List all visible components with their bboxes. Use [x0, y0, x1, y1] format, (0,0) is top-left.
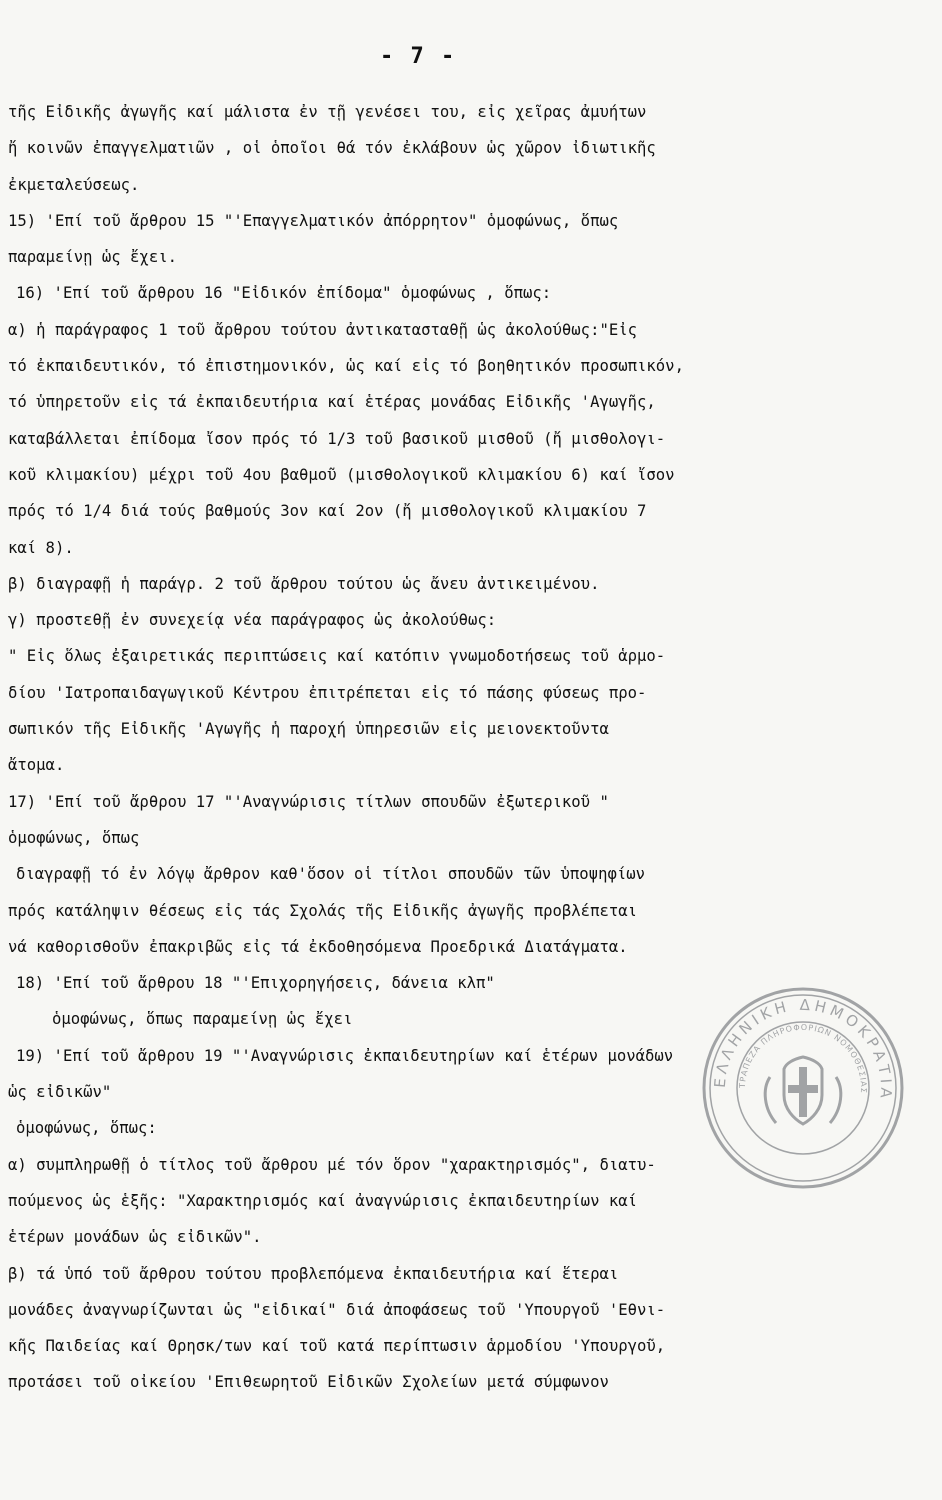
text-line: διαγραφῇ τό ἐν λόγῳ ἄρθρον καθ'ὅσον οἱ τίτλοι σπουδῶν τῶν ὑποψηφίων: [16, 865, 646, 884]
text-line: α) συμπληρωθῇ ὁ τίτλος τοῦ ἄρθρου μέ τόν ὅρον "χαρακτηρισμός", διατυ-: [8, 1155, 656, 1174]
text-line: παραμείνῃ ὡς ἔχει.: [8, 248, 177, 267]
text-line: πρός κατάληψιν θέσεως εἰς τάς Σχολάς τῆς Εἰδικῆς ἀγωγῆς προβλέπεται: [8, 901, 638, 920]
greek-coat-of-arms-icon: [765, 1057, 841, 1124]
document-body: [2, 94, 938, 1401]
text-line: κοῦ κλιμακίου) μέχρι τοῦ 4ου βαθμοῦ (μισθολογικοῦ κλιμακίου 6) καί ἴσον: [8, 465, 675, 484]
text-line: β) διαγραφῇ ἡ παράγρ. 2 τοῦ ἄρθρου τούτου ὡς ἄνευ ἀντικειμένου.: [8, 574, 600, 593]
text-line: κῆς Παιδείας καί Θρησκ/των καί τοῦ κατά περίπτωσιν ἁρμοδίου 'Υπουργοῦ,: [8, 1337, 666, 1356]
text-line: β) τά ὑπό τοῦ ἄρθρου τούτου προβλεπόμενα ἐκπαιδευτήρια καί ἕτεραι: [8, 1264, 619, 1283]
text-line: καταβάλλεται ἐπίδομα ἴσον πρός τό 1/3 τοῦ βασικοῦ μισθοῦ (ἤ μισθολογι-: [8, 429, 666, 448]
page-number: - 7 -: [380, 44, 457, 69]
text-line: νά καθορισθοῦν ἐπακριβῶς εἰς τά ἐκδοθησόμενα Προεδρικά Διατάγματα.: [8, 937, 628, 956]
text-line: τῆς Εἰδικῆς ἀγωγῆς καί μάλιστα ἐν τῇ γενέσει του, εἰς χεῖρας ἀμυήτων: [8, 103, 647, 121]
text-line: ὁμοφώνως, ὅπως:: [16, 1119, 157, 1138]
text-line: 15) 'Επί τοῦ ἄρθρου 15 "'Επαγγελματικόν ἀπόρρητον" ὁμοφώνως, ὅπως: [8, 211, 619, 230]
text-line: πούμενος ὡς ἑξῆς: "Χαρακτηρισμός καί ἀναγνώρισις ἐκπαιδευτηρίων καί: [8, 1191, 638, 1210]
text-line: 18) 'Επί τοῦ ἄρθρου 18 "'Επιχορηγήσεις, δάνεια κλπ": [16, 974, 495, 993]
text-line: ἤ κοινῶν ἐπαγγελματιῶν , οἱ ὁποῖοι θά τόν ἐκλάβουν ὡς χῶρον ἰδιωτικῆς: [8, 139, 656, 158]
text-line: καί 8).: [8, 538, 74, 557]
text-line: μονάδες ἀναγνωρίζωνται ὡς "εἰδικαί" διά ἀποφάσεως τοῦ 'Υπουργοῦ 'Εθνι-: [8, 1300, 666, 1319]
text-line: ἑτέρων μονάδων ὡς εἰδικῶν".: [8, 1228, 262, 1247]
text-line: α) ἡ παράγραφος 1 τοῦ ἄρθρου τούτου ἀντικατασταθῇ ὡς ἀκολούθως:"Εἰς: [8, 320, 638, 339]
text-line: δίου 'Ιατροπαιδαγωγικοῦ Κέντρου ἐπιτρέπεται εἰς τό πάσης φύσεως προ-: [8, 683, 647, 702]
text-line: γ) προστεθῇ ἐν συνεχείᾳ νέα παράγραφος ὡς ἀκολούθως:: [8, 611, 497, 630]
text-line: ἐκμεταλεύσεως.: [8, 175, 140, 194]
text-line: 19) 'Επί τοῦ ἄρθρου 19 "'Αναγνώρισις ἐκπαιδευτηρίων καί ἑτέρων μονάδων: [16, 1046, 674, 1065]
text-line: ὁμοφώνως, ὅπως παραμείνῃ ὡς ἔχει: [52, 1010, 353, 1029]
text-line: ὡς εἰδικῶν": [8, 1083, 112, 1102]
text-line: προτάσει τοῦ οἰκείου 'Επιθεωρητοῦ Εἰδικῶν Σχολείων μετά σύμφωνον: [8, 1373, 609, 1392]
text-line: ἄτομα.: [8, 756, 65, 775]
text-line: " Εἰς ὅλως ἐξαιρετικάς περιπτώσεις καί κατόπιν γνωμοδοτήσεως τοῦ ἁρμο-: [8, 647, 666, 666]
text-line: τό ὑπηρετοῦν εἰς τά ἐκπαιδευτήρια καί ἑτέρας μονάδας Εἰδικῆς 'Αγωγῆς,: [8, 393, 656, 412]
text-line: πρός τό 1/4 διά τούς βαθμούς 3ον καί 2ον (ἤ μισθολογικοῦ κλιμακίου 7: [8, 502, 647, 521]
text-line: σωπικόν τῆς Εἰδικῆς 'Αγωγῆς ἡ παροχή ὑπηρεσιῶν εἰς μειονεκτοῦντα: [8, 720, 609, 739]
text-line: 16) 'Επί τοῦ ἄρθρου 16 "Εἰδικόν ἐπίδομα" ὁμοφώνως , ὅπως:: [16, 284, 552, 303]
text-line: 17) 'Επί τοῦ ἄρθρου 17 "'Αναγνώρισις τίτλων σπουδῶν ἐξωτερικοῦ ": [8, 792, 609, 811]
seal-inner-text: ΤΡΑΠΕΖΑ ΠΛΗΡΟΦΟΡΙΩΝ ΝΟΜΟΘΕΣΙΑΣ: [737, 1022, 869, 1095]
official-seal-stamp: [700, 985, 906, 1191]
text-line: τό ἐκπαιδευτικόν, τό ἐπιστημονικόν, ὡς καί εἰς τό βοηθητικόν προσωπικόν,: [8, 357, 684, 376]
seal-ring-text: ΕΛΛΗΝΙΚΗ ΔΗΜΟΚΡΑΤΙΑ: [710, 995, 896, 1103]
text-line: ὁμοφώνως, ὅπως: [8, 828, 140, 847]
